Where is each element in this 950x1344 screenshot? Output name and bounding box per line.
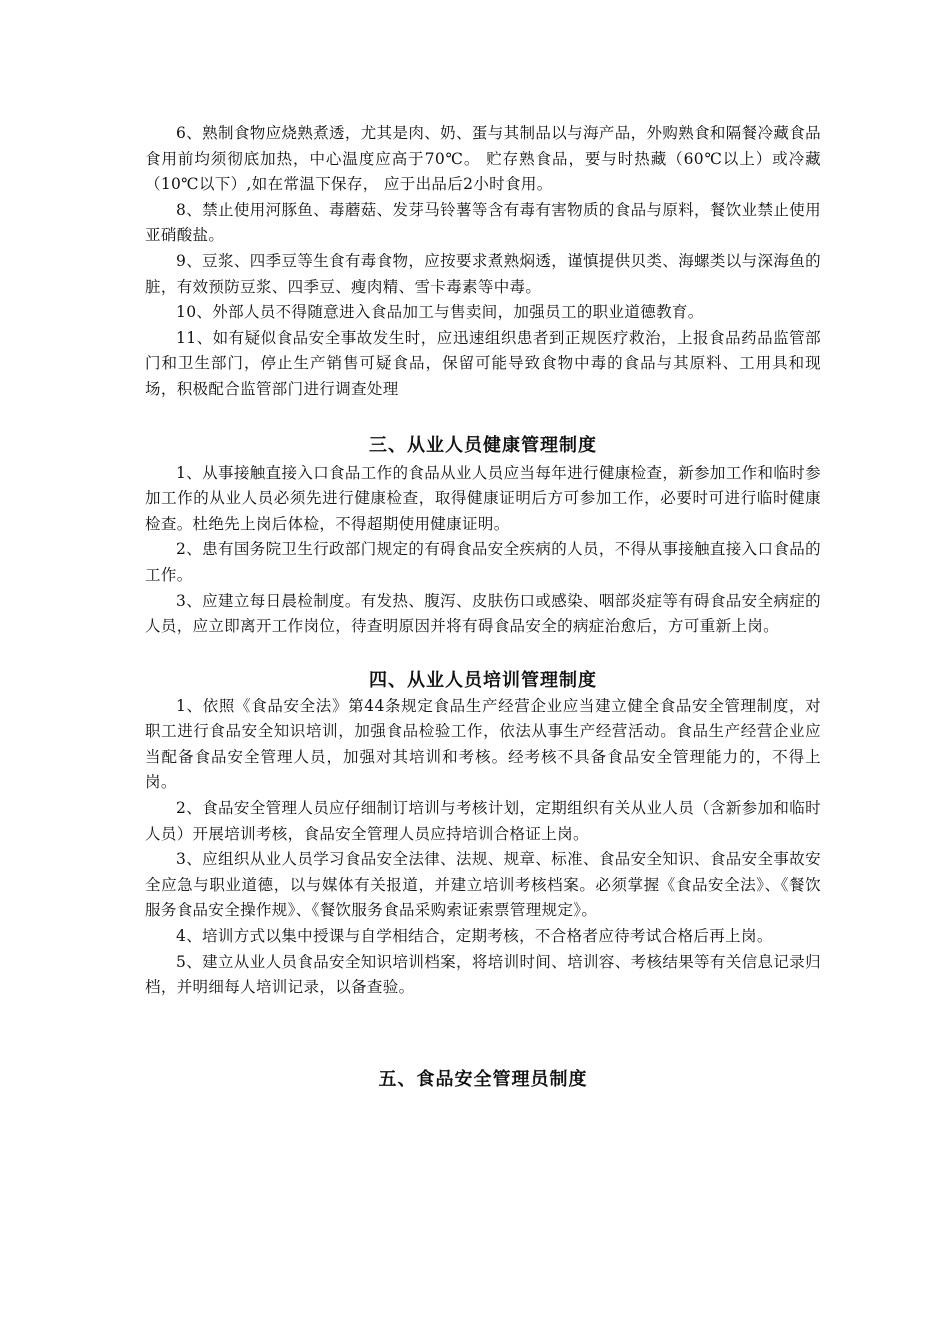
paragraph-item-6: 6、熟制食物应烧熟煮透，尤其是肉、奶、蛋与其制品以与海产品，外购熟食和隔餐冷藏食品食用前均须彻底加热，中心温度应高于70℃。 贮存熟食品，要与时热藏（60℃以上）或冷藏（10℃以下）,如在常温下保存， 应于出品后2小时食用。 xyxy=(145,124,821,194)
paragraph-item-10: 10、外部人员不得随意进入食品加工与售卖间，加强员工的职业道德教育。 xyxy=(176,303,704,322)
section-3-body xyxy=(145,461,821,640)
paragraph-item: 3、应建立每日晨检制度。有发热、腹泻、皮肤伤口或感染、咽部炎症等有碍食品安全病症的人员，应立即离开工作岗位，待查明原因并将有碍食品安全的病症治愈后，方可重新上岗。 xyxy=(145,591,821,636)
paragraph-item: 1、从事接触直接入口食品工作的食品从业人员应当每年进行健康检查，新参加工作和临时参加工作的从业人员必须先进行健康检查，取得健康证明后方可参加工作，必要时可进行临时健康检查。杜绝先上岗后体检，不得超期使用健康证明。 xyxy=(145,463,821,533)
paragraph-item: 2、患有国务院卫生行政部门规定的有碍食品安全疾病的人员，不得从事接触直接入口食品的工作。 xyxy=(145,540,821,584)
paragraph-item: 5、建立从业人员食品安全知识培训档案，将培训时间、培训容、考核结果等有关信息记录归档，并明细每人培训记录，以备查验。 xyxy=(145,952,821,997)
section-3-heading: 三、从业人员健康管理制度 xyxy=(369,434,597,456)
section-5-heading: 五、食品安全管理员制度 xyxy=(378,1068,588,1090)
paragraph-item: 3、应组织从业人员学习食品安全法律、法规、规章、标准、食品安全知识、食品安全事故安全应急与职业道德，以与媒体有关报道，并建立培训考核档案。必须掌握《食品安全法》、《餐饮服务食品安全操作规》、《餐饮服务食品采购索证索票管理规定》。 xyxy=(145,850,821,920)
paragraph-item-8: 8、禁止使用河豚鱼、毒蘑菇、发芽马铃薯等含有毒有害物质的食品与原料，餐饮业禁止使用亚硝酸盐。 xyxy=(145,200,821,245)
paragraph-item: 1、依照《食品安全法》第44条规定食品生产经营企业应当建立健全食品安全管理制度，对职工进行食品安全知识培训，加强食品检验工作，依法从事生产经营活动。食品生产经营企业应当配备食品安全管理人员，加强对其培训和考核。经考核不具备食品安全管理能力的，不得上岗。 xyxy=(145,696,821,792)
paragraph-item: 4、培训方式以集中授课与自学相结合，定期考核，不合格者应待考试合格后再上岗。 xyxy=(176,927,773,946)
document-page xyxy=(145,121,821,1091)
section-4-body xyxy=(145,694,821,1001)
paragraph-item-11: 11、如有疑似食品安全事故发生时，应迅速组织患者到正规医疗救治，上报食品药品监管部门和卫生部门，停止生产销售可疑食品，保留可能导致食物中毒的食品与其原料、工用具和现场，积极配合监管部门进行调查处理 xyxy=(145,328,821,398)
section-4-heading: 四、从业人员培训管理制度 xyxy=(369,669,597,691)
section-prev-body xyxy=(145,121,821,403)
paragraph-item-9: 9、豆浆、四季豆等生食有毒食物，应按要求煮熟焖透，谨慎提供贝类、海螺类以与深海鱼的脏，有效预防豆浆、四季豆、瘦肉精、雪卡毒素等中毒。 xyxy=(145,251,821,296)
paragraph-item: 2、食品安全管理人员应仔细制订培训与考核计划，定期组织有关从业人员（含新参加和临时人员）开展培训考核，食品安全管理人员应持培训合格证上岗。 xyxy=(145,799,821,843)
